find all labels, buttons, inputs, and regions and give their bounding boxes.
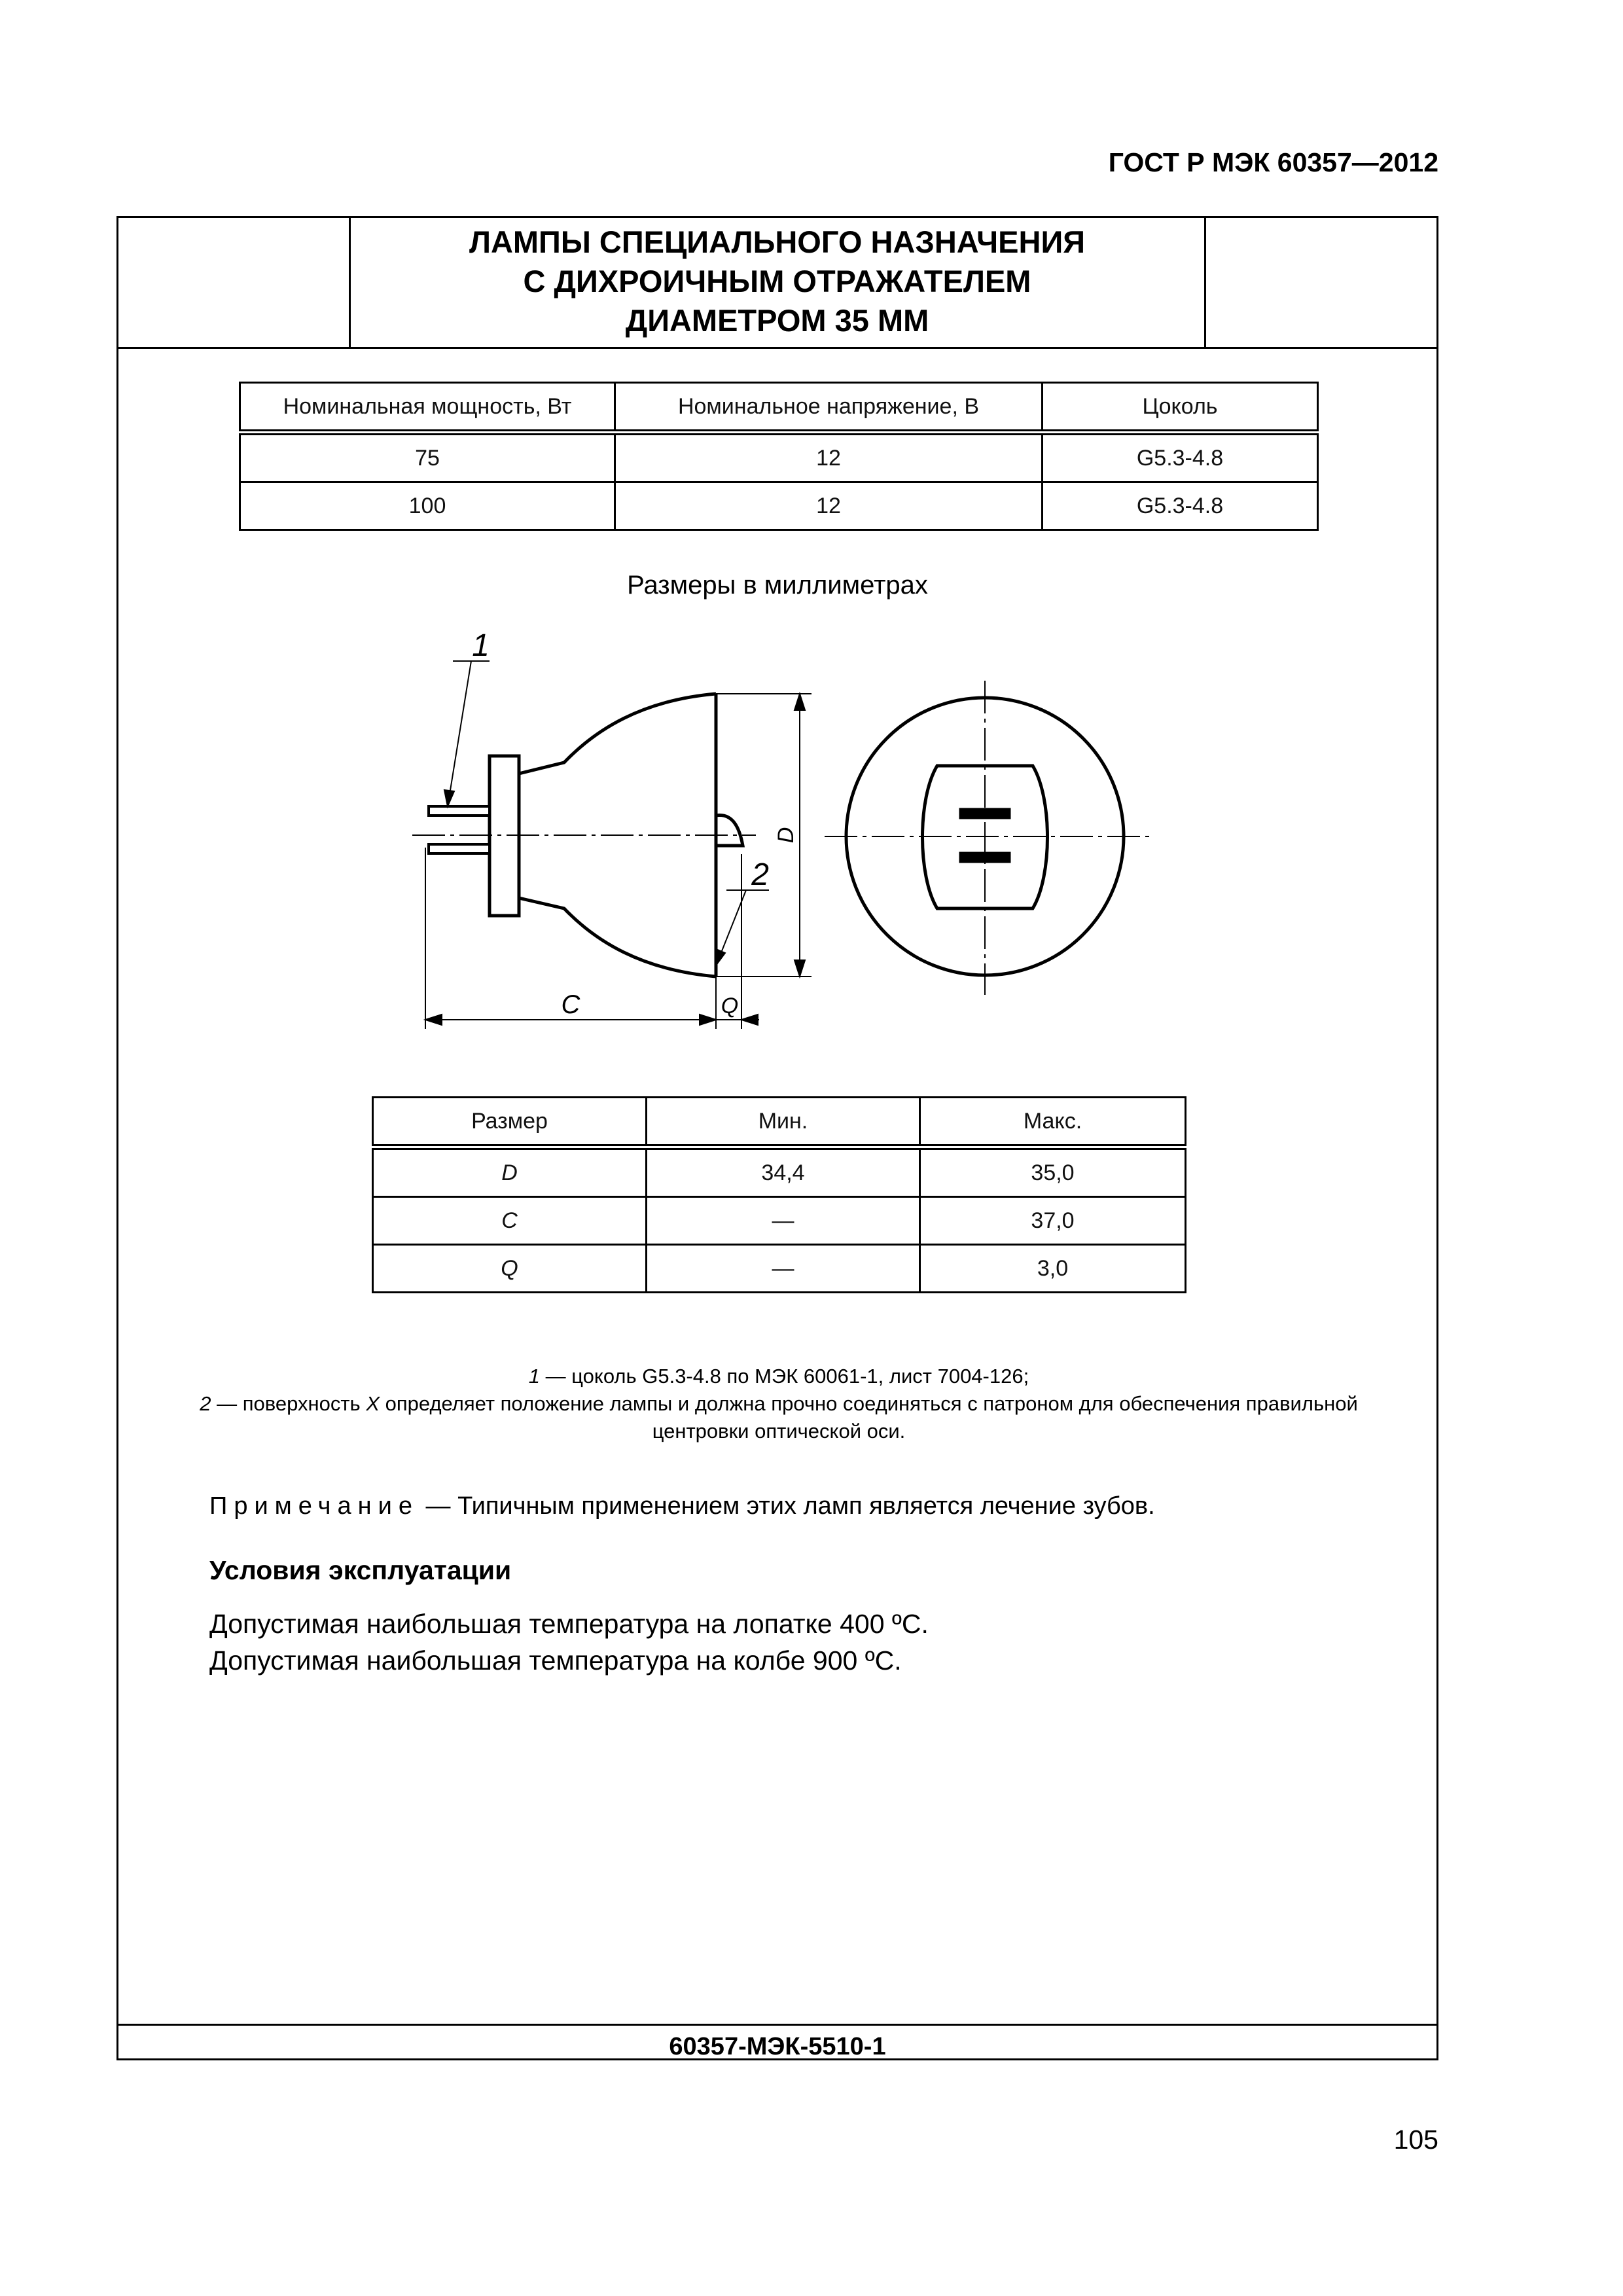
- cell-voltage: 12: [615, 482, 1043, 530]
- cell-max: 35,0: [920, 1147, 1186, 1197]
- conditions-heading: Условия эксплуатации: [209, 1555, 512, 1585]
- header-max: Макс.: [920, 1098, 1186, 1147]
- cell-min: —: [647, 1245, 920, 1293]
- table-row: [240, 433, 1318, 482]
- cell-min: —: [647, 1197, 920, 1245]
- cell-max: 37,0: [920, 1197, 1186, 1245]
- cell-min: 34,4: [647, 1147, 920, 1197]
- leader-1-line: [448, 661, 471, 802]
- lamp-tip: [716, 816, 743, 846]
- title-line-2: С ДИХРОИЧНЫМ ОТРАЖАТЕЛЕМ: [523, 264, 1031, 298]
- cell-voltage: 12: [615, 433, 1043, 482]
- footer-rule: [116, 2024, 1438, 2026]
- legend-line-3: центровки оптической оси.: [652, 1420, 906, 1443]
- legend-line-1: [144, 1363, 1414, 1390]
- table-row: [373, 1197, 1186, 1245]
- header-voltage: Номинальное напряжение, В: [615, 383, 1043, 433]
- legend-number-1: 1: [528, 1365, 541, 1388]
- note-label: Примечание: [209, 1492, 419, 1520]
- label-item-2: 2: [751, 857, 769, 892]
- header-power: Номинальная мощность, Вт: [240, 383, 615, 433]
- note: [209, 1492, 1155, 1520]
- lamp-spec-table: [239, 382, 1319, 531]
- legend-text-2b: определяет положение лампы и должна прочно соединяться с патроном для обеспечения правильной: [380, 1392, 1358, 1415]
- table-header-row: [240, 383, 1318, 433]
- legend-surface-x: X: [366, 1392, 380, 1415]
- condition-line-1: Допустимая наибольшая температура на лопатке 400 ºС.: [209, 1609, 929, 1639]
- title-divider-right: [1204, 216, 1206, 349]
- header-base: Цоколь: [1043, 383, 1318, 433]
- legend-line-2: [144, 1390, 1414, 1418]
- leader-1-arrow: [444, 790, 454, 806]
- table-row: [240, 482, 1318, 530]
- condition-line-2: Допустимая наибольшая температура на колбе 900 ºС.: [209, 1645, 902, 1676]
- pin-upper: [429, 806, 490, 816]
- cell-max: 3,0: [920, 1245, 1186, 1293]
- c-arrow-left: [425, 1014, 442, 1025]
- page-number: 105: [1393, 2125, 1438, 2155]
- title-line-3: ДИАМЕТРОМ 35 ММ: [625, 303, 929, 338]
- label-item-1: 1: [472, 628, 490, 663]
- legend-text-2a: — поверхность: [211, 1392, 366, 1415]
- legend-number-2: 2: [200, 1392, 211, 1415]
- header-min: Мин.: [647, 1098, 920, 1147]
- leader-2-arrow: [716, 949, 725, 965]
- sheet-title: [350, 223, 1204, 340]
- pin-lower: [429, 844, 490, 853]
- cell-base: G5.3-4.8: [1043, 482, 1318, 530]
- lamp-drawing: [393, 628, 1191, 1047]
- cell-power: 100: [240, 482, 615, 530]
- title-bottom-rule: [116, 347, 1438, 349]
- dimension-table: [372, 1096, 1186, 1293]
- label-dim-c: C: [561, 990, 580, 1019]
- sheet-code: 60357-МЭК-5510-1: [669, 2033, 886, 2060]
- label-dim-q: Q: [721, 994, 739, 1018]
- cell-power: 75: [240, 433, 615, 482]
- dimensions-caption: Размеры в миллиметрах: [627, 571, 928, 600]
- table-row: [373, 1245, 1186, 1293]
- legend-text-1: — цоколь G5.3-4.8 по МЭК 60061-1, лист 7004-126;: [540, 1365, 1029, 1388]
- title-line-1: ЛАМПЫ СПЕЦИАЛЬНОГО НАЗНАЧЕНИЯ: [469, 224, 1086, 259]
- standard-header: ГОСТ Р МЭК 60357—2012: [1108, 147, 1438, 177]
- cell-size: Q: [373, 1245, 647, 1293]
- label-dim-d: D: [774, 827, 798, 844]
- cell-size: C: [373, 1197, 647, 1245]
- q-arrow: [741, 1014, 758, 1025]
- table-header-row: [373, 1098, 1186, 1147]
- header-size: Размер: [373, 1098, 647, 1147]
- note-text: — Типичным применением этих ламп является лечение зубов.: [418, 1492, 1155, 1520]
- cell-base: G5.3-4.8: [1043, 433, 1318, 482]
- cell-size: D: [373, 1147, 647, 1197]
- table-row: [373, 1147, 1186, 1197]
- drawing-legend: [144, 1363, 1414, 1445]
- d-arrow-top: [794, 694, 805, 710]
- d-arrow-bottom: [794, 960, 805, 977]
